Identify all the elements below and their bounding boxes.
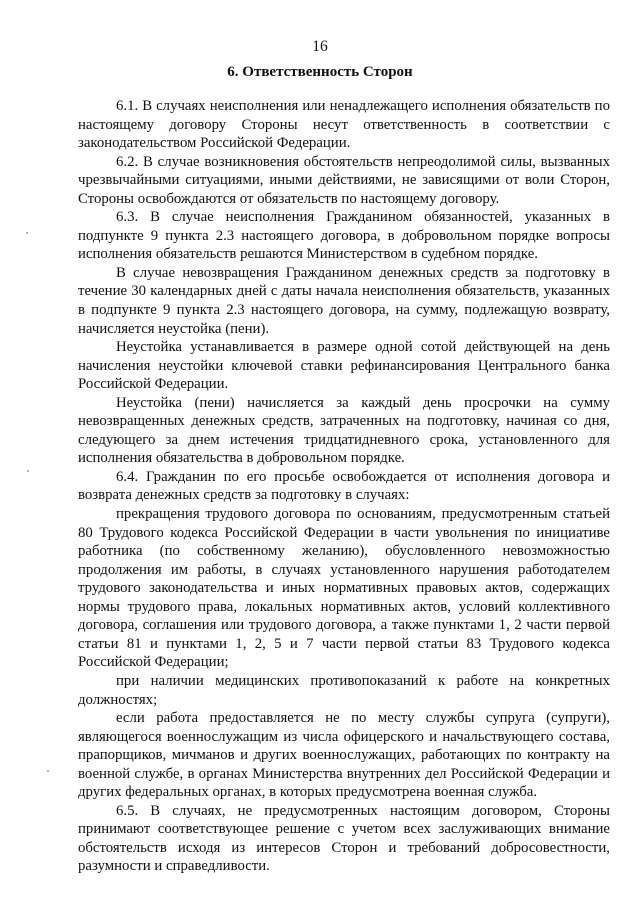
scan-speck <box>26 232 28 234</box>
list-item-termination: прекращения трудового договора по основаниям, предусмотренным статьей 80 Трудового кодекса Российской Федерации в части увольнения по инициативе работника (по собственному желанию), обусловленного невозможностью продолжения им работы, в случаях установленного нарушения работодателем трудового законодательства и иных нормативных правовых актов, содержащих нормы трудового права, локальных нормативных актов, условий коллективного договора, соглашения или трудового договора, а также пунктами 1, 2 части первой статьи 81 и пунктами 1, 2, 5 и 7 части первой статьи 83 Трудового кодекса Российской Федерации; <box>78 506 610 671</box>
list-item-medical: при наличии медицинских противопоказаний к работе на конкретных должностях; <box>78 672 610 708</box>
section-title: 6. Ответственность Сторон <box>227 64 413 80</box>
page-number: 16 <box>312 38 328 55</box>
paragraph-penalty-rate: Неустойка устанавливается в размере одной сотой действующей на день начисления неустойки ключевой ставки рефинансирования Центрального банка Российской Федерации. <box>78 339 610 393</box>
paragraph-6-1: 6.1. В случаях неисполнения или ненадлежащего исполнения обязательств по настоящему договору Стороны несут ответственность в соответствии с законодательством Российской Федерации. <box>78 98 610 152</box>
scan-speck <box>47 770 49 772</box>
paragraph-6-3: 6.3. В случае неисполнения Гражданином обязанностей, указанных в подпункте 9 пункта 2.3 настоящего договора, в добровольном порядке вопросы исполнения обязательств решаются Министерством в судебном порядке. <box>78 209 610 263</box>
section-body <box>78 97 610 876</box>
paragraph-penalty-period: Неустойка (пени) начисляется за каждый день просрочки на сумму невозвращенных денежных средств, затраченных на подготовку, начиная со дня, следующего за днем истечения тридцатидневного срока, установленного для исполнения обязательства в добровольном порядке. <box>78 394 610 467</box>
scan-speck <box>27 470 29 472</box>
paragraph-6-4: 6.4. Гражданин по его просьбе освобождается от исполнения договора и возврата денежных средств за подготовку в случаях: <box>78 468 610 504</box>
list-item-spouse-service: если работа предоставляется не по месту службы супруга (супруги), являющегося военнослужащим из числа офицерского и начальствующего состава, прапорщиков, мичманов и других военнослужащих, работающих по контракту на военной службе, в органах Министерства внутренних дел Российской Федерации и других федеральных органах, в которых предусмотрена военная служба. <box>78 710 610 801</box>
paragraph-6-2: 6.2. В случае возникновения обстоятельств непреодолимой силы, вызванных чрезвычайными ситуациями, иными действиями, не зависящими от воли Сторон, Стороны освобождаются от обязательств по настоящему договору. <box>78 153 610 207</box>
paragraph-penalty-accrual: В случае невозвращения Гражданином денежных средств за подготовку в течение 30 календарных дней с даты начала неисполнения обязательств, указанных в подпункте 9 пункта 2.3 настоящего договора, на сумму, подлежащую возврату, начисляется неустойка (пени). <box>78 264 610 337</box>
paragraph-6-5: 6.5. В случаях, не предусмотренных настоящим договором, Стороны принимают соответствующее решение с учетом всех заслуживающих внимание обстоятельств исходя из интересов Сторон и требований добросовестности, разумности и справедливости. <box>78 802 610 875</box>
